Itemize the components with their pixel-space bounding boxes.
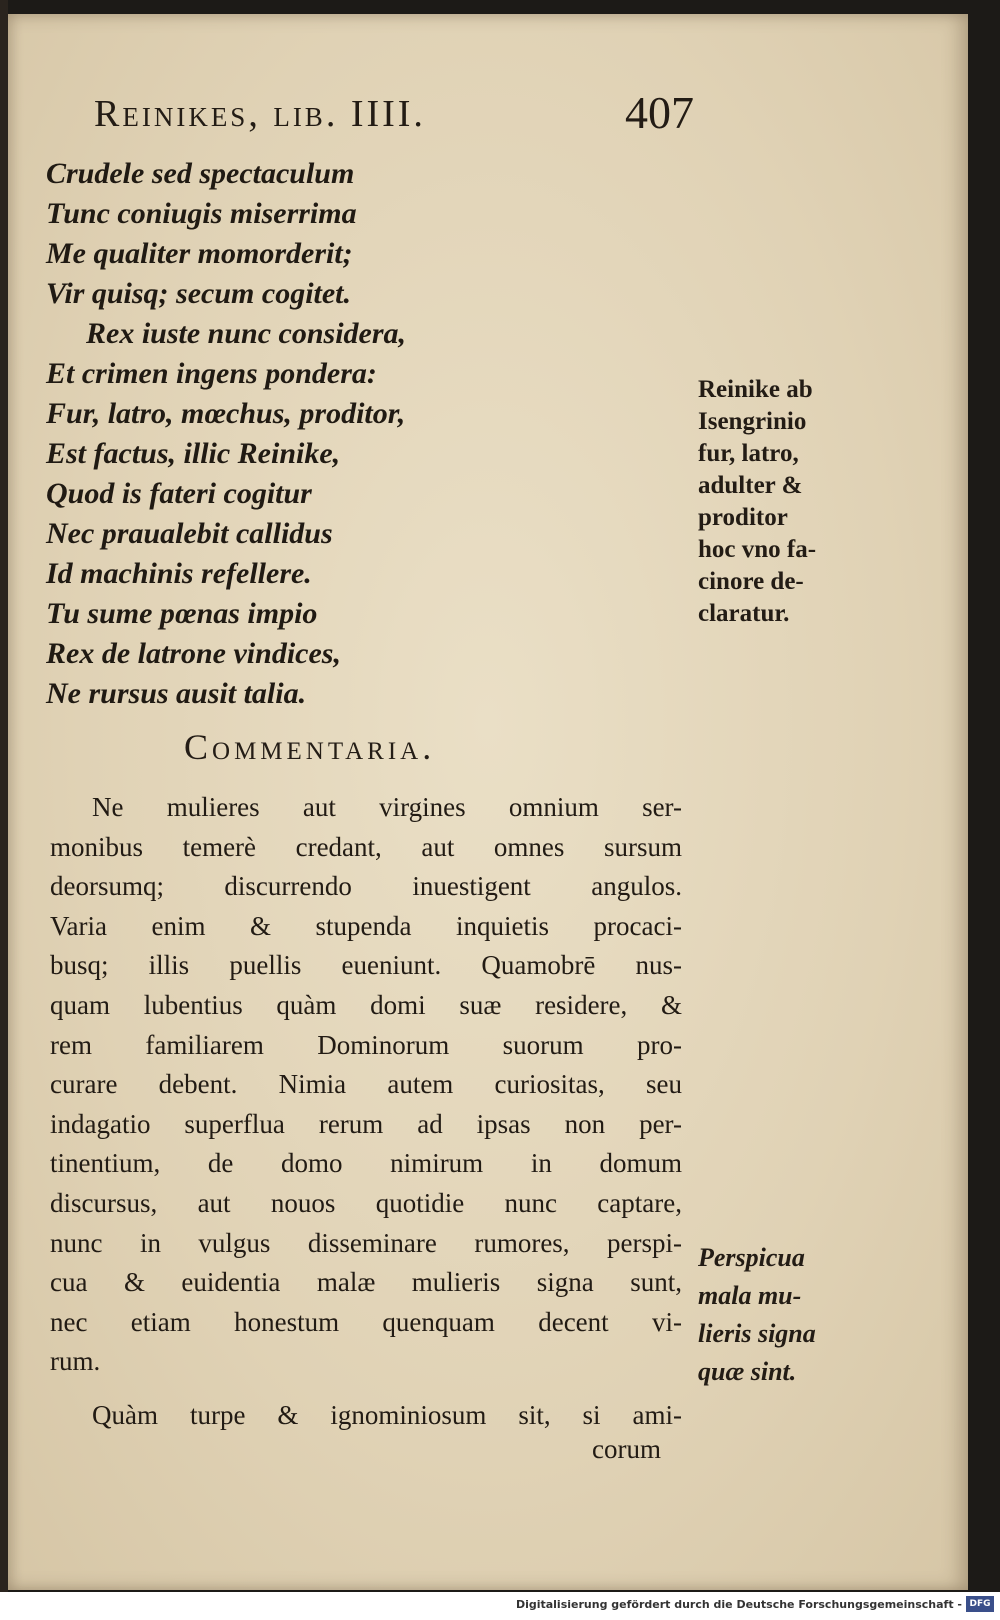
margin-note-line: cinore de- xyxy=(698,568,804,595)
margin-note-signa xyxy=(698,1239,868,1391)
margin-note-line: fur, latro, xyxy=(698,440,799,467)
margin-note-reinike xyxy=(698,374,868,630)
verse-block xyxy=(46,154,666,714)
margin-note-line: lieris signa xyxy=(698,1319,816,1348)
commentary-line: nec etiam honestum quenquam decent vi- xyxy=(50,1306,682,1337)
margin-note-line: proditor xyxy=(698,504,788,531)
margin-note-line: hoc vno fa- xyxy=(698,536,817,563)
catchword: corum xyxy=(592,1434,661,1464)
commentary-line: indagatio superflua rerum ad ipsas non per- xyxy=(50,1108,682,1139)
verse-line: Est factus, illic Reinike, xyxy=(46,437,341,470)
page-number: 407 xyxy=(625,87,694,138)
verse-line: Me qualiter momorderit; xyxy=(46,237,353,270)
verse-line: Id machinis refellere. xyxy=(46,557,312,590)
commentary-line: busq; illis puellis eueniunt. Quamobrē nus- xyxy=(50,950,682,981)
margin-note-line: Perspicua xyxy=(698,1243,805,1272)
commentary-line: deorsumq; discurrendo inuestigent angulos. xyxy=(50,871,682,902)
margin-note-line: Isengrinio xyxy=(698,408,807,435)
section-heading: Commentaria. xyxy=(184,727,436,767)
verse-line: Tu sume pœnas impio xyxy=(46,597,318,630)
book-page xyxy=(8,14,968,1590)
dfg-logo-icon: DFG xyxy=(966,1596,994,1612)
commentary-line: nunc in vulgus disseminare rumores, perspi- xyxy=(50,1227,682,1258)
verse-line: Rex iuste nunc considera, xyxy=(86,317,407,350)
commentary-line: Varia enim & stupenda inquietis procaci- xyxy=(50,910,682,941)
verse-line: Vir quisq; secum cogitet. xyxy=(46,277,352,310)
commentary-continuation xyxy=(50,1396,682,1436)
margin-note-line: claratur. xyxy=(698,600,790,627)
verse-line: Crudele sed spectaculum xyxy=(46,157,355,190)
margin-note-line: Reinike ab xyxy=(698,376,813,403)
commentary-line: Ne mulieres aut virgines omnium ser- xyxy=(92,792,682,822)
scan-left-edge xyxy=(0,0,8,1620)
commentary-line: discursus, aut nouos quotidie nunc captare, xyxy=(50,1187,682,1218)
page-header xyxy=(94,86,694,146)
commentary-line: rum. xyxy=(50,1346,101,1377)
footer-credit: Digitalisierung gefördert durch die Deutsche Forschungsgemeinschaft - xyxy=(515,1598,962,1611)
commentary-line: rem familiarem Dominorum suorum pro- xyxy=(50,1029,682,1060)
margin-note-line: quæ sint. xyxy=(698,1357,797,1386)
commentary-block xyxy=(50,788,682,1382)
commentary-line: Quàm turpe & ignominiosum sit, si ami- xyxy=(92,1400,682,1430)
verse-line: Et crimen ingens pondera: xyxy=(46,357,377,390)
commentary-line: monibus temerè credant, aut omnes sursum xyxy=(50,831,682,862)
running-title: Reinikes, lib. IIII. xyxy=(94,93,426,135)
verse-line: Tunc coniugis miserrima xyxy=(46,197,357,230)
verse-line: Fur, latro, mœchus, proditor, xyxy=(46,397,406,430)
verse-line: Ne rursus ausit talia. xyxy=(46,677,307,710)
margin-note-line: mala mu- xyxy=(698,1281,802,1310)
margin-note-line: adulter & xyxy=(698,472,803,499)
commentary-line: quam lubentius quàm domi suæ residere, & xyxy=(50,989,682,1020)
verse-line: Quod is fateri cogitur xyxy=(46,477,312,510)
commentary-line: curare debent. Nimia autem curiositas, seu xyxy=(50,1069,682,1100)
verse-line: Nec praualebit callidus xyxy=(46,517,333,550)
commentary-line: cua & euidentia malæ mulieris signa sunt, xyxy=(50,1267,682,1298)
commentary-line: tinentium, de domo nimirum in domum xyxy=(50,1148,682,1179)
verse-line: Rex de latrone vindices, xyxy=(46,637,341,670)
